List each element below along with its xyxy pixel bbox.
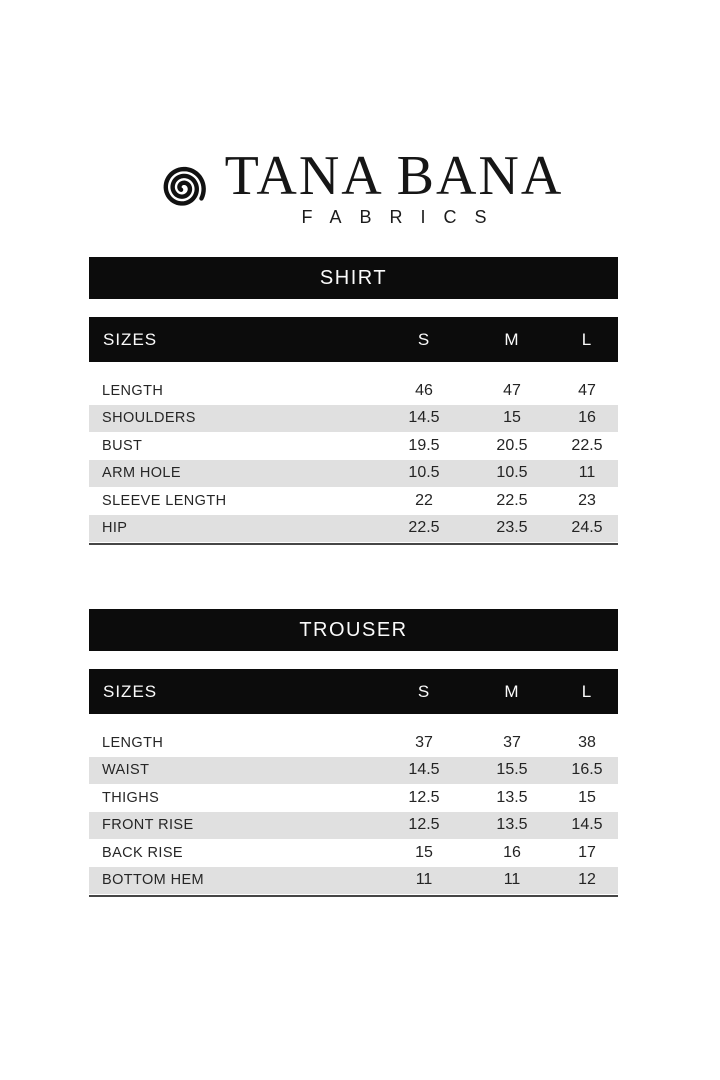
table-row xyxy=(89,839,618,867)
cell-value: 10.5 xyxy=(496,464,528,482)
cell-value: 22 xyxy=(415,491,433,509)
row-label: BACK RISE xyxy=(102,844,183,861)
cell-value: 15 xyxy=(415,843,433,861)
row-label: LENGTH xyxy=(102,382,164,399)
cell-value: 17 xyxy=(578,843,596,861)
table-row xyxy=(89,812,618,840)
sizes-header-label: SIZES xyxy=(103,329,158,349)
cell-value: 22.5 xyxy=(571,436,603,454)
size-column-s: S xyxy=(417,681,431,701)
row-label: BOTTOM HEM xyxy=(102,872,205,889)
brand-logo xyxy=(157,145,564,228)
size-column-m: M xyxy=(504,329,520,349)
size-column-m: M xyxy=(504,681,520,701)
size-column-l: L xyxy=(581,681,593,701)
spiral-icon xyxy=(157,162,209,214)
table-row xyxy=(89,487,618,515)
row-label: ARM HOLE xyxy=(102,465,181,482)
row-label: LENGTH xyxy=(102,734,164,751)
cell-value: 15 xyxy=(503,409,521,427)
trouser-title-bar xyxy=(89,609,618,651)
row-label: FRONT RISE xyxy=(102,817,194,834)
row-label: BUST xyxy=(102,437,143,454)
row-label: WAIST xyxy=(102,762,150,779)
brand-text-block xyxy=(224,145,564,228)
cell-value: 37 xyxy=(503,733,521,751)
cell-value: 11 xyxy=(503,871,521,889)
cell-value: 15 xyxy=(578,788,596,806)
cell-value: 22.5 xyxy=(408,519,440,537)
cell-value: 19.5 xyxy=(408,436,440,454)
cell-value: 22.5 xyxy=(496,491,528,509)
brand-name: TANA BANA xyxy=(224,145,564,207)
cell-value: 37 xyxy=(415,733,433,751)
cell-value: 38 xyxy=(578,733,596,751)
table-row xyxy=(89,757,618,785)
cell-value: 16 xyxy=(503,843,521,861)
cell-value: 23 xyxy=(578,491,596,509)
cell-value: 15.5 xyxy=(496,761,528,779)
table-row xyxy=(89,405,618,433)
row-label: SHOULDERS xyxy=(102,410,196,427)
row-label: SLEEVE LENGTH xyxy=(102,492,227,509)
size-column-s: S xyxy=(417,329,431,349)
trouser-title: TROUSER xyxy=(299,618,408,641)
table-row xyxy=(89,432,618,460)
cell-value: 13.5 xyxy=(496,788,528,806)
trouser-table-body xyxy=(89,729,618,897)
trouser-section xyxy=(89,609,618,897)
cell-value: 14.5 xyxy=(408,761,440,779)
cell-value: 11 xyxy=(578,464,596,482)
cell-value: 12.5 xyxy=(408,816,440,834)
brand-subtitle: FABRICS xyxy=(301,207,505,227)
row-label: HIP xyxy=(102,520,128,537)
cell-value: 14.5 xyxy=(571,816,603,834)
sizes-header-label: SIZES xyxy=(103,681,158,701)
table-row xyxy=(89,729,618,757)
cell-value: 23.5 xyxy=(496,519,528,537)
cell-value: 16 xyxy=(578,409,596,427)
cell-value: 47 xyxy=(503,381,521,399)
shirt-table-body xyxy=(89,377,618,545)
shirt-sizes-header xyxy=(89,317,618,362)
table-row xyxy=(89,515,618,543)
shirt-section xyxy=(89,257,618,545)
row-label: THIGHS xyxy=(102,789,160,806)
cell-value: 12 xyxy=(578,871,596,889)
size-column-l: L xyxy=(581,329,593,349)
cell-value: 10.5 xyxy=(408,464,440,482)
cell-value: 14.5 xyxy=(408,409,440,427)
cell-value: 24.5 xyxy=(571,519,603,537)
cell-value: 46 xyxy=(415,381,433,399)
table-row xyxy=(89,867,618,895)
table-row xyxy=(89,460,618,488)
table-row xyxy=(89,784,618,812)
cell-value: 16.5 xyxy=(571,761,603,779)
cell-value: 11 xyxy=(415,871,433,889)
cell-value: 47 xyxy=(578,381,596,399)
cell-value: 12.5 xyxy=(408,788,440,806)
cell-value: 13.5 xyxy=(496,816,528,834)
shirt-title-bar xyxy=(89,257,618,299)
table-row xyxy=(89,377,618,405)
shirt-title: SHIRT xyxy=(319,266,388,289)
cell-value: 20.5 xyxy=(496,436,528,454)
trouser-sizes-header xyxy=(89,669,618,714)
